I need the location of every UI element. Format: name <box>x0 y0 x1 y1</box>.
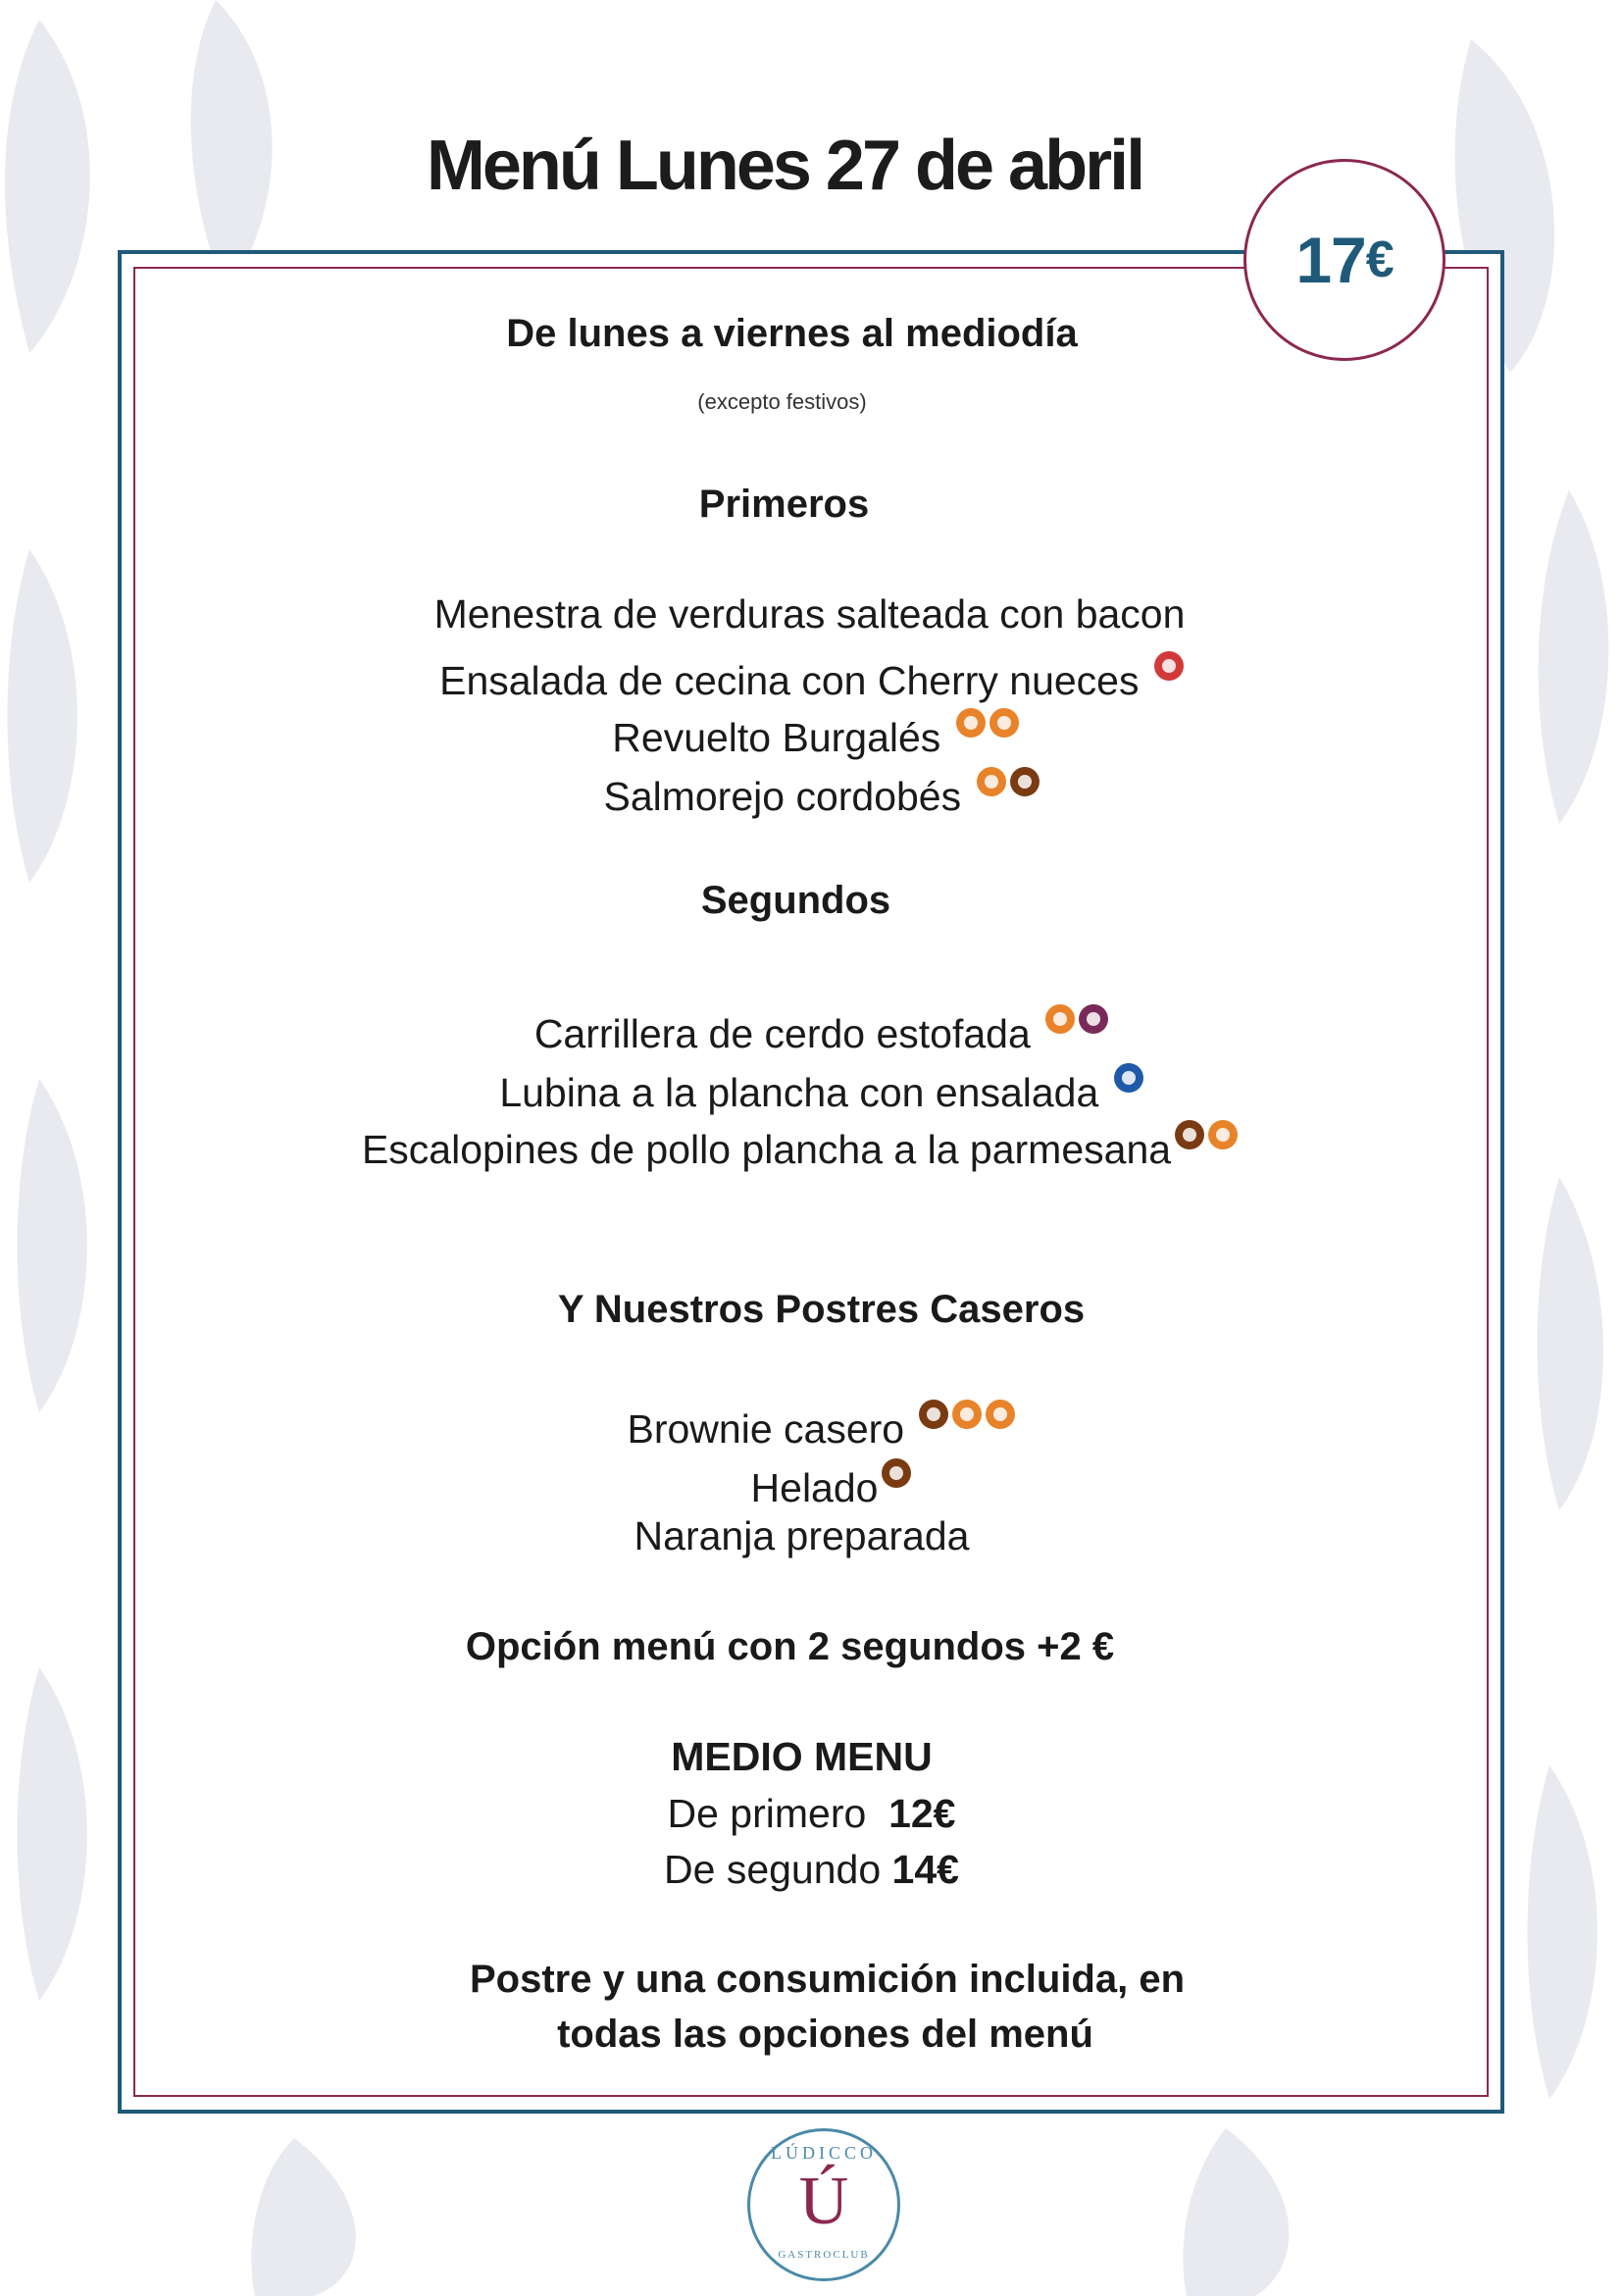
logo-tagline: GASTROCLUB <box>778 2249 870 2261</box>
postres-heading: Y Nuestros Postres Caseros <box>557 1288 1086 1331</box>
allergen-icon <box>1208 1120 1238 1149</box>
menu-item: Revuelto Burgalés <box>4 708 1623 761</box>
logo-letter: Ú <box>798 2164 849 2239</box>
allergen-icon <box>919 1400 948 1429</box>
menu-item: Ensalada de cecina con Cherry nueces <box>0 651 1623 704</box>
allergen-icon <box>1045 1004 1075 1034</box>
allergen-icon <box>956 708 986 738</box>
price-currency: € <box>1365 231 1394 288</box>
allergen-icon <box>977 767 1006 796</box>
menu-item: Escalopines de pollo plancha a la parmesana <box>0 1120 1611 1173</box>
medio-menu-heading: MEDIO MENU <box>671 1734 933 1779</box>
menu-item: Helado <box>20 1458 1623 1511</box>
logo-name: LÚDICCO <box>771 2143 877 2163</box>
allergen-icon <box>882 1458 911 1488</box>
medio-menu-segundo: De segundo 14€ <box>664 1847 959 1892</box>
segundos-heading: Segundos <box>700 879 891 922</box>
menu-item: Brownie casero <box>10 1400 1623 1453</box>
price-amount: 17 <box>1295 224 1366 296</box>
brand-logo <box>747 2128 900 2281</box>
medio-menu-primero: De primero 12€ <box>667 1791 956 1836</box>
menu-item: Salmorejo cordobés <box>10 767 1623 820</box>
availability-note: (excepto festivos) <box>697 389 867 414</box>
primeros-heading: Primeros <box>698 483 870 526</box>
menu-item: Carrillera de cerdo estofada <box>10 1004 1623 1057</box>
allergen-icon <box>1175 1120 1204 1149</box>
allergen-icon <box>1010 767 1040 796</box>
option-text: Opción menú con 2 segundos +2 € <box>465 1625 1115 1668</box>
page-title: Menú Lunes 27 de abril <box>426 127 1143 205</box>
menu-item: Lubina a la plancha con ensalada <box>10 1063 1623 1116</box>
allergen-icon <box>989 708 1019 738</box>
allergen-icon <box>986 1400 1015 1429</box>
allergen-icon <box>1079 1004 1108 1034</box>
menu-item: Menestra de verduras salteada con bacon <box>433 591 1186 637</box>
footer-note-line1: Postre y una consumición incluida, en <box>469 1958 1186 2001</box>
allergen-icon <box>1114 1063 1143 1093</box>
menu-item: Naranja preparada <box>634 1513 970 1558</box>
footer-note-line2: todas las opciones del menú <box>557 2013 1093 2056</box>
allergen-icon <box>1154 651 1184 681</box>
allergen-icon <box>952 1400 982 1429</box>
availability-text: De lunes a viernes al mediodía <box>506 312 1078 355</box>
